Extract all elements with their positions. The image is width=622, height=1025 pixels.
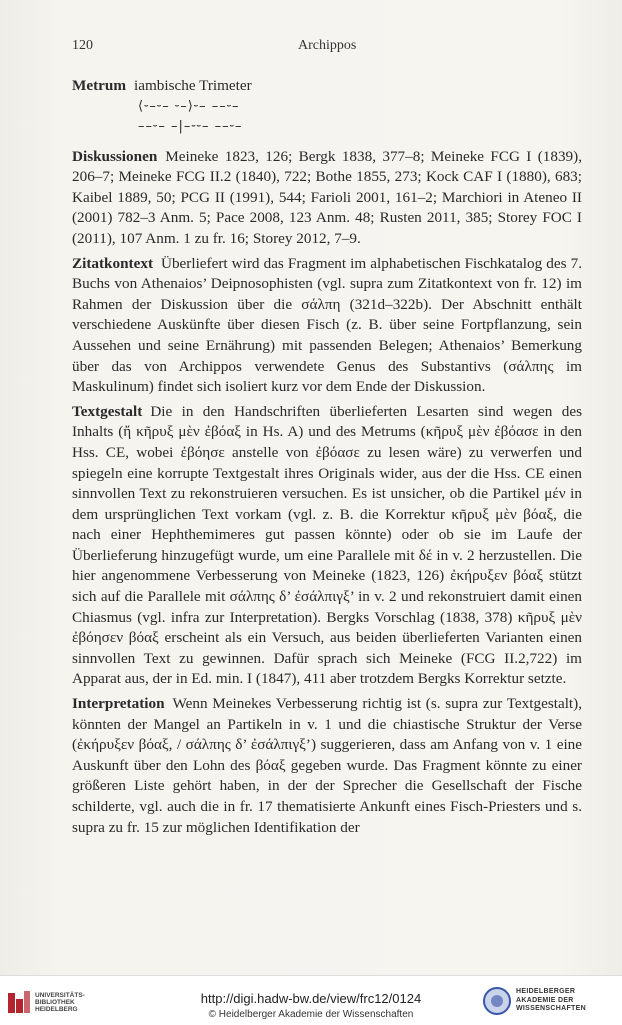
diskussionen-text: Meineke 1823, 126; Bergk 1838, 377–8; Meineke FCG I (1839), 206–7; Meineke FCG II.2 (1840), 722; Bothe 1855, 273; Kock CAF I (1880), 683; Kaibel 1889, 50; PCG II (1991), 544; Farioli 2001, 161–2; Marchiori in Ateneo II (2001) 782–3 Anm. 5; Pace 2008, 123 Anm. 48; Rusten 2011, 385; Storey FOC I (2011), 107 Anm. 1 zu fr. 16; Storey 2012, 7–9. <box>72 147 582 247</box>
section-label-textgestalt: Textgestalt <box>72 402 143 420</box>
page-number: 120 <box>72 38 93 53</box>
hadw-seal-icon <box>483 987 511 1015</box>
section-metrum <box>72 76 582 137</box>
section-diskussionen <box>72 147 582 250</box>
page-body <box>72 76 582 842</box>
running-head: Archippos <box>298 38 357 53</box>
section-label-interpretation: Interpretation <box>72 695 165 713</box>
section-textgestalt <box>72 402 582 690</box>
meter-scheme-line-2: ––⏑– –|–⏑⏑– ––⏑– <box>138 118 243 134</box>
hadw-logo-text: HEIDELBERGER AKADEMIE DER WISSENSCHAFTEN <box>516 988 586 1013</box>
section-zitatkontext <box>72 254 582 398</box>
hadw-logo[interactable] <box>483 987 616 1015</box>
section-label-metrum: Metrum <box>72 77 126 94</box>
viewer-footer <box>0 975 622 1025</box>
section-label-diskussionen: Diskussionen <box>72 147 158 165</box>
textgestalt-text: Die in den Handschriften überlieferten Lesarten sind wegen des Inhalts (ἤ κῆρυξ μὲν ἐβόαξ in Hs. A) und des Metrums (κῆρυξ μὲν ἐβόασε in den Hss. CE, wobei ἐβόησε anstelle von ἐβόασε zu lesen wäre) zu verwerfen und spiegeln eine korrupte Textgestalt ihres Originals wider, aus der die Hss. CE einen sinnvollen Text zu rekonstruieren versuchen. Es ist unsicher, ob die Partikel μέν in dem ursprünglichen Text vorkam (vgl. z. B. die Korrektur κῆρυξ μὲν βόαξ, die nach einer Hephthemimeres gut passen könnte) oder ob sie im Laufe der Überlieferung hinzugefügt wurde, um eine Parallele mit δέ in v. 2 herzustellen. Die hier angenommene Verbesserung von Meineke (1823, 126) ἐκήρυξεν βόαξ stützt sich auf die Parallele mit σάλπης δ’ ἐσάλπιγξ’ in v. 2 und rekonstruiert damit einen Chiasmus (vgl. infra zur Interpretation). Bergks Vorschlag (1838, 378) κῆρυξ μὲν ἐβόησεν βόαξ erscheint als ein Versuch, aus beiden überlieferten Varianten einen sinnvollen Text zu gewinnen. Dafür sprach sich Meineke (FCG II.2,722) im Apparat aus, der in Ed. min. I (1847), 411 aber trotzdem Bergks Korrektur setzte. <box>72 402 582 688</box>
copyright-notice: © Heidelberger Akademie der Wissenschaften <box>208 1009 414 1020</box>
meter-scheme-line-1: ⟨⏑–⏑– ⏑–⟩⏑– ––⏑– <box>138 98 240 114</box>
zitatkontext-text: Überliefert wird das Fragment im alphabetischen Fischkatalog des 7. Buchs von Athenaios’ Deipnosophisten (vgl. supra zum Zitatkontext von fr. 12) im Rahmen der Diskussion über die σάλπη (321d–322b). Der Abschnitt enthält verschiedene Auskünfte über diesen Fisch (z. B. über seine Fortpflanzung, sein Aussehen und seine Ernährung) mit passenden Belegen; Athenaios’ Bemerkung über das von Archippos verwendete Genus des Substantivs (σάλπης im Maskulinum) findet sich isoliert kurz vor dem Ende der Diskussion. <box>72 254 582 396</box>
section-label-zitatkontext: Zitatkontext <box>72 254 153 272</box>
section-interpretation <box>72 694 582 838</box>
ub-logo-text: UNIVERSITÄTS- BIBLIOTHEK HEIDELBERG <box>35 991 85 1013</box>
interpretation-text: Wenn Meinekes Verbesserung richtig ist (s. supra zur Textgestalt), könnten der Mangel an Partikeln in v. 1 und die chiastische Struktur der Verse (ἐκήρυξεν βόαξ, / σάλπης δ’ ἐσάλπιγξ’) suggerieren, dass am Anfang von v. 1 eine Auskunft über den Lohn des βόαξ gegeben wurde. Das Fragment könnte zu einer größeren Liste gehört haben, in der der Sprecher die Gesellschaft der Fische schilderte, vgl. auch die in fr. 17 thematisierte Ankunft eines Fisch-Priesters und s. supra zu fr. 15 zur möglichen Identifikation der <box>72 695 582 836</box>
permalink-url[interactable]: http://digi.hadw-bw.de/view/frc12/0124 <box>200 991 422 1006</box>
metrum-text: iambische Trimeter <box>133 77 252 94</box>
